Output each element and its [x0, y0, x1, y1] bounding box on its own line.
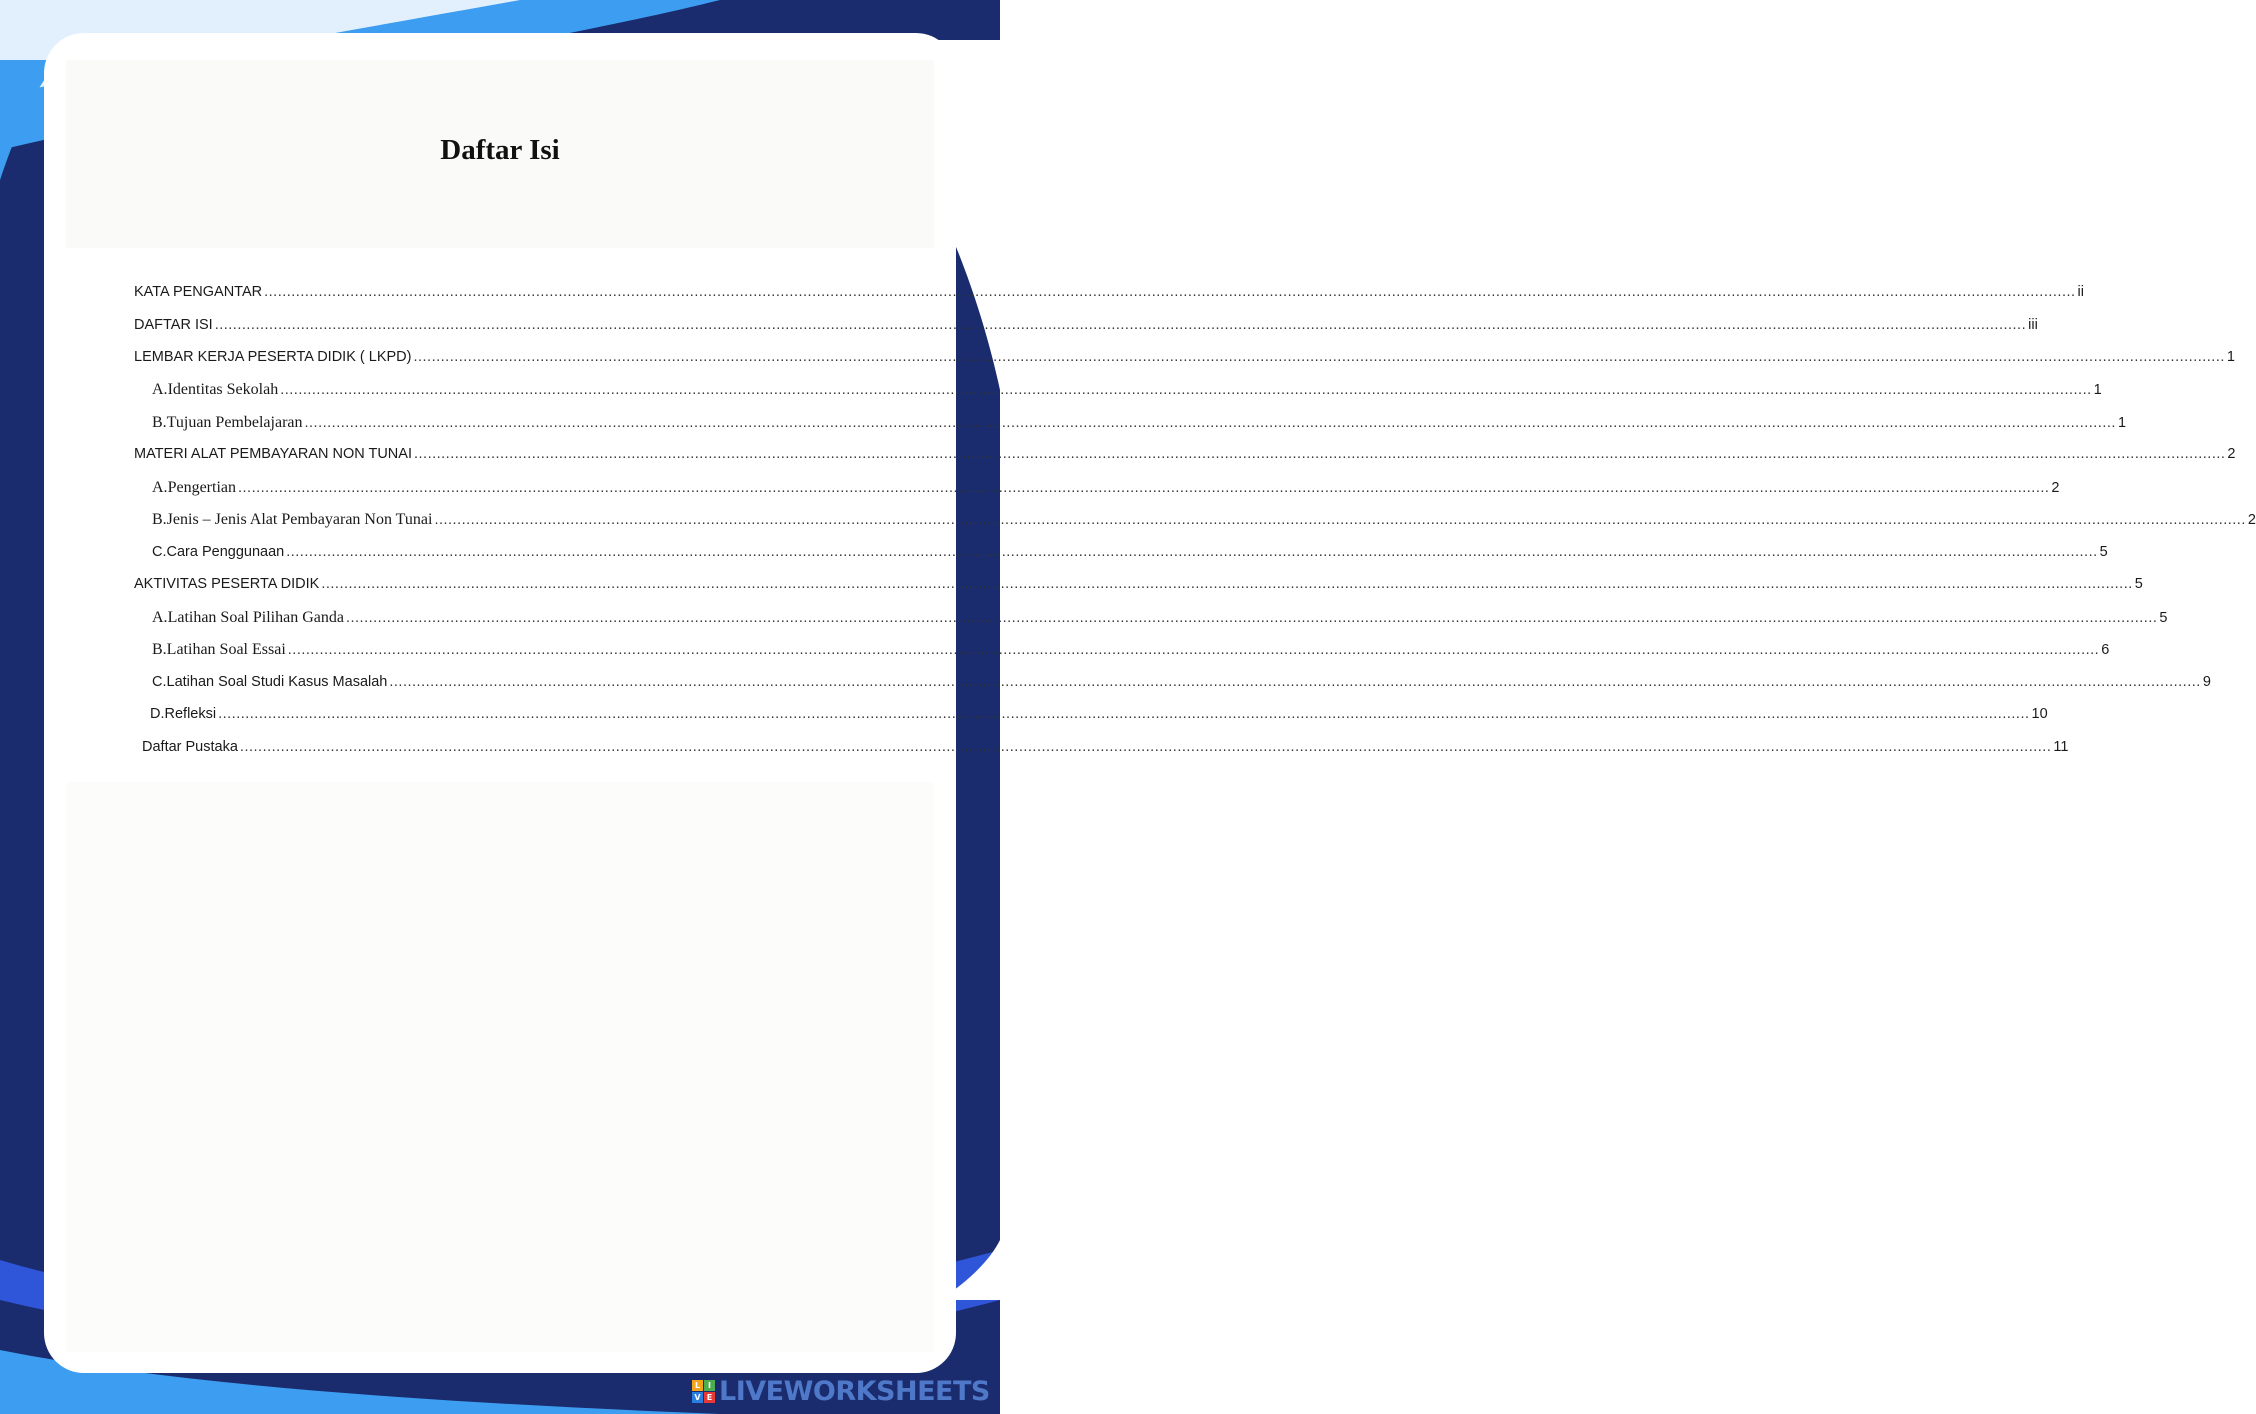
- toc-dot-leader: ................................................................................................................................................................................................................................................................................................................................................................................................................: [218, 706, 2030, 722]
- toc-dot-leader: ................................................................................................................................................................................................................................................................................................................................................................................................................: [389, 674, 2201, 690]
- toc-entry-page-number: 5: [2134, 576, 2143, 592]
- toc-dot-leader: ................................................................................................................................................................................................................................................................................................................................................................................................................: [413, 349, 2225, 365]
- toc-entry-label: DAFTAR ISI: [134, 317, 213, 333]
- toc-dot-leader: ................................................................................................................................................................................................................................................................................................................................................................................................................: [286, 544, 2098, 560]
- toc-entry-label: Tujuan Pembelajaran: [166, 414, 303, 431]
- liveworksheets-logo-icon: [692, 1380, 715, 1403]
- toc-entry-label: Latihan Soal Pilihan Ganda: [167, 609, 344, 626]
- toc-entry-marker: B.: [152, 414, 167, 431]
- toc-dot-leader: ................................................................................................................................................................................................................................................................................................................................................................................................................: [345, 610, 2158, 626]
- toc-dot-leader: ................................................................................................................................................................................................................................................................................................................................................................................................................: [280, 382, 2092, 398]
- toc-entry-marker: A.: [152, 609, 168, 626]
- toc-entry: [152, 479, 2060, 501]
- toc-entry: [150, 706, 2048, 728]
- toc-entry-label: Pengertian: [167, 479, 236, 496]
- toc-entry-marker: D.: [150, 706, 165, 722]
- toc-entry: [152, 674, 2211, 696]
- toc-dot-leader: ................................................................................................................................................................................................................................................................................................................................................................................................................: [321, 576, 2133, 592]
- toc-entry: [134, 446, 2236, 468]
- page-title: Daftar Isi: [440, 134, 560, 166]
- toc-entry-label: Latihan Soal Studi Kasus Masalah: [166, 674, 388, 690]
- toc-dot-leader: ................................................................................................................................................................................................................................................................................................................................................................................................................: [214, 317, 2027, 333]
- toc-entry-marker: A.: [152, 381, 168, 398]
- toc-entry-label: Latihan Soal Essai: [166, 641, 286, 658]
- toc-entry-page-number: 2: [2247, 512, 2256, 528]
- toc-entry-label: Cara Penggunaan: [166, 544, 285, 560]
- liveworksheets-logo-text: LIVEWORKSHEETS: [719, 1376, 990, 1407]
- toc-entry-page-number: iii: [2028, 317, 2038, 333]
- toc-entry: [152, 544, 2108, 566]
- toc-entry-page-number: 11: [2053, 739, 2069, 755]
- toc-entry-page-number: 2: [2051, 480, 2060, 496]
- toc-entry: [152, 609, 2168, 631]
- toc-dot-leader: ................................................................................................................................................................................................................................................................................................................................................................................................................: [239, 739, 2052, 755]
- toc-entry-page-number: ii: [2077, 284, 2084, 300]
- liveworksheets-logo: [692, 1376, 990, 1407]
- logo-letter-tile: E: [704, 1392, 715, 1403]
- toc-entry-label: Daftar Pustaka: [142, 739, 238, 755]
- toc-entry: [152, 381, 2102, 403]
- toc-entry-marker: C.: [152, 674, 167, 690]
- toc-entry-label: Jenis – Jenis Alat Pembayaran Non Tunai: [166, 511, 433, 528]
- toc-entry-label: Identitas Sekolah: [167, 381, 279, 398]
- toc-entry: [134, 349, 2235, 371]
- toc-entry: [134, 284, 2084, 306]
- toc-dot-leader: ................................................................................................................................................................................................................................................................................................................................................................................................................: [434, 512, 2246, 528]
- toc-entry-page-number: 1: [2226, 349, 2235, 365]
- toc-entry-page-number: 1: [2117, 415, 2127, 431]
- toc-entry-page-number: 6: [2101, 642, 2110, 658]
- toc-entry-marker: A.: [152, 479, 168, 496]
- toc-entry-label: AKTIVITAS PESERTA DIDIK: [134, 576, 320, 592]
- toc-entry-page-number: 1: [2093, 382, 2102, 398]
- toc-dot-leader: ................................................................................................................................................................................................................................................................................................................................................................................................................: [287, 642, 2100, 658]
- blank-panel: [66, 782, 934, 1352]
- toc-entry-page-number: 10: [2031, 706, 2048, 722]
- toc-entry-label: KATA PENGANTAR: [134, 284, 263, 300]
- toc-entry: [152, 414, 2127, 436]
- toc-entry-page-number: 9: [2202, 674, 2211, 690]
- toc-dot-leader: ................................................................................................................................................................................................................................................................................................................................................................................................................: [304, 415, 2116, 431]
- toc-dot-leader: ................................................................................................................................................................................................................................................................................................................................................................................................................: [413, 446, 2226, 462]
- toc-entry-page-number: 5: [2099, 544, 2108, 560]
- logo-letter-tile: L: [692, 1380, 703, 1391]
- logo-letter-tile: V: [692, 1392, 703, 1403]
- toc-entry-page-number: 5: [2159, 610, 2168, 626]
- toc-entry-label: MATERI ALAT PEMBAYARAN NON TUNAI: [134, 446, 412, 462]
- toc-entry-page-number: 2: [2227, 446, 2236, 462]
- toc-dot-leader: ................................................................................................................................................................................................................................................................................................................................................................................................................: [237, 480, 2050, 496]
- toc-entry-marker: B.: [152, 641, 167, 658]
- toc-entry-marker: C.: [152, 544, 167, 560]
- toc-entry: [134, 576, 2143, 598]
- toc-entry: [152, 511, 2256, 533]
- toc-entry: [152, 641, 2110, 663]
- toc-dot-leader: ................................................................................................................................................................................................................................................................................................................................................................................................................: [264, 284, 2076, 300]
- toc-entry: [134, 317, 2038, 339]
- logo-letter-tile: I: [704, 1380, 715, 1391]
- toc-entry: [142, 739, 2069, 761]
- toc-entry-marker: B.: [152, 511, 167, 528]
- toc-entry-label: LEMBAR KERJA PESERTA DIDIK ( LKPD): [134, 349, 412, 365]
- toc-entry-label: Refleksi: [164, 706, 217, 722]
